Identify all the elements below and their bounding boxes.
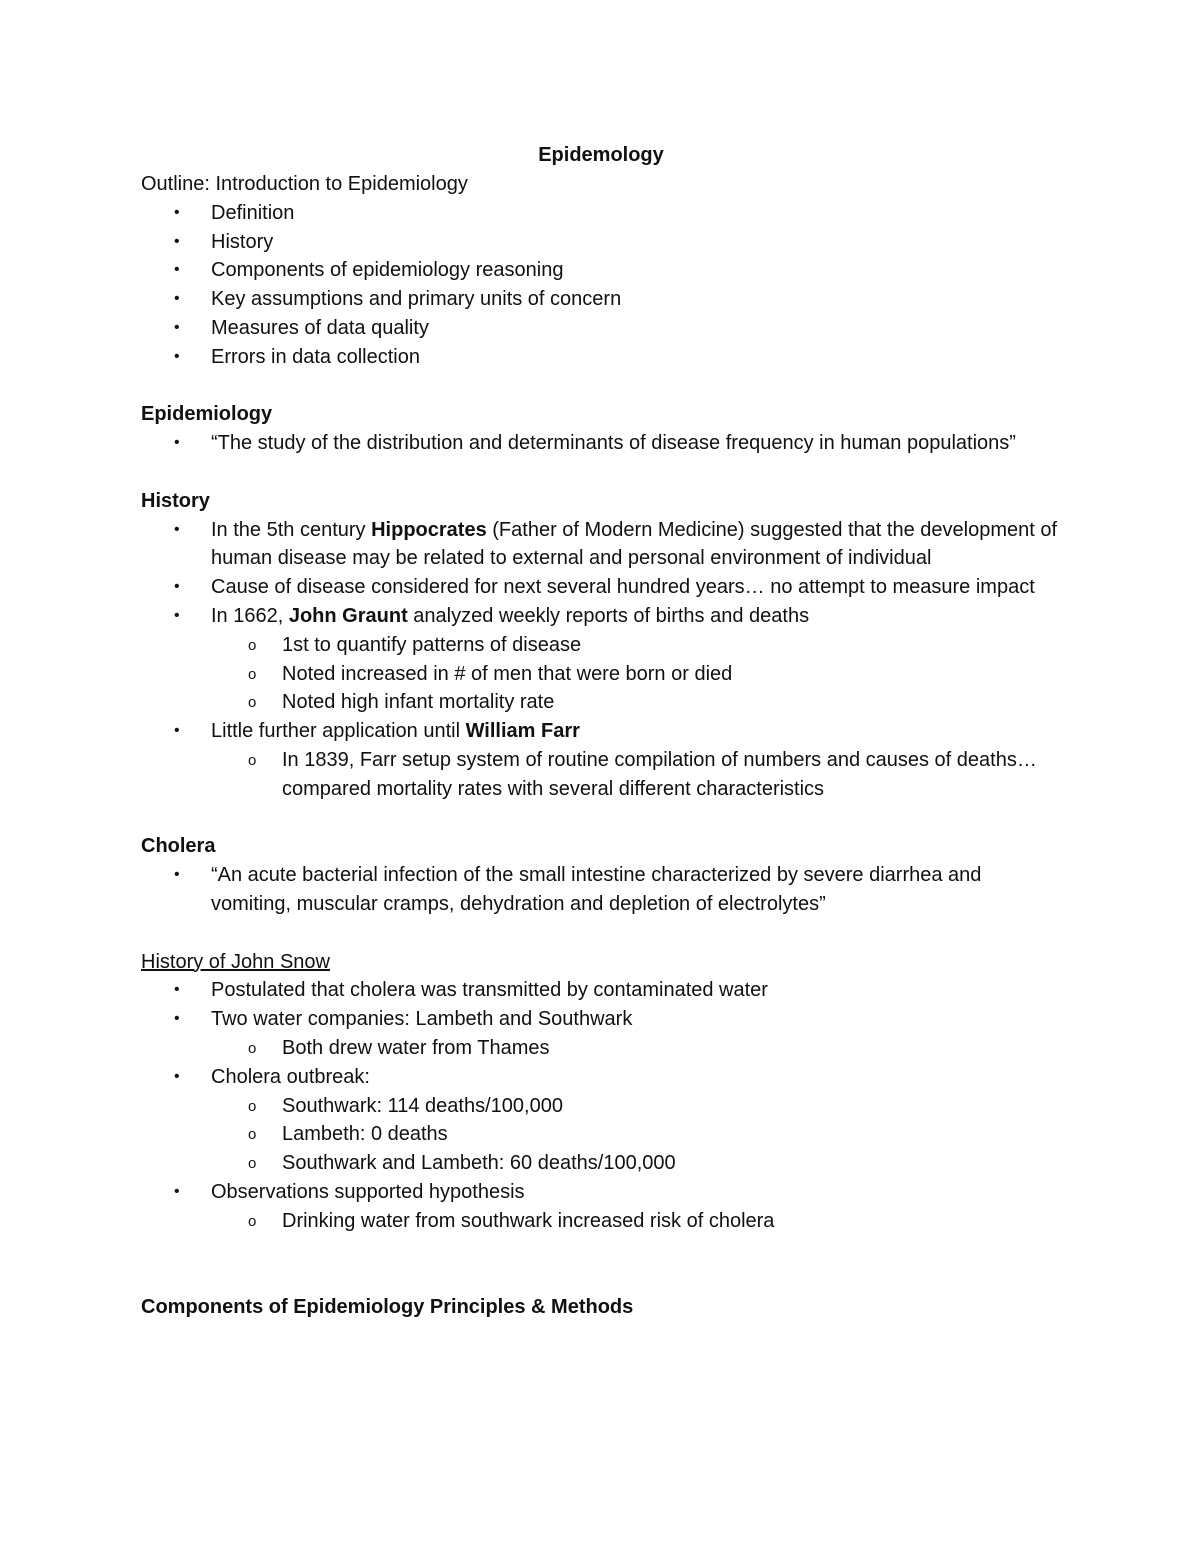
- farr-sublist: [211, 746, 1061, 804]
- list-item: [141, 256, 1061, 285]
- bullet-icon: •: [174, 203, 180, 221]
- list-item: [211, 631, 1061, 660]
- water-companies-sublist: [211, 1034, 1061, 1063]
- bullet-icon: •: [174, 1067, 180, 1085]
- list-item: [211, 1092, 1061, 1121]
- list-item: [141, 1178, 1061, 1236]
- sub-bullet-icon: o: [248, 1155, 257, 1173]
- outline-heading: Outline: Introduction to Epidemiology: [141, 173, 468, 195]
- history-heading: History: [141, 489, 210, 512]
- sub-item-text: Both drew water from Thames: [282, 1036, 550, 1059]
- outline-item-text: Key assumptions and primary units of concern: [211, 288, 622, 311]
- hippocrates-name: Hippocrates: [371, 518, 487, 541]
- bullet-icon: •: [174, 290, 180, 308]
- list-item: [141, 861, 1061, 919]
- history-item-text: Little further application until: [211, 720, 466, 743]
- cholera-heading: Cholera: [141, 835, 216, 858]
- snow-item-text: Observations supported hypothesis: [211, 1180, 525, 1203]
- sub-item-text: In 1839, Farr setup system of routine compilation of numbers and causes of deaths… compared mortality rates with several different characteristics: [282, 748, 1037, 800]
- history-list: [141, 516, 1061, 804]
- list-item: [141, 573, 1061, 602]
- bullet-icon: •: [174, 1010, 180, 1028]
- sub-item-text: Lambeth: 0 deaths: [282, 1123, 448, 1146]
- history-item-text: analyzed weekly reports of births and deaths: [407, 604, 810, 627]
- sub-bullet-icon: o: [248, 665, 257, 683]
- bullet-icon: •: [174, 606, 180, 624]
- outline-item-text: Errors in data collection: [211, 345, 420, 368]
- bullet-icon: •: [174, 261, 180, 279]
- history-item-text: (Father of Modern Medicine) suggested that the development of human disease may be related to external and personal environment of individual: [211, 518, 1058, 570]
- bullet-icon: •: [174, 1182, 180, 1200]
- graunt-sublist: [211, 631, 1061, 717]
- list-item: [211, 1034, 1061, 1063]
- sub-bullet-icon: o: [248, 1126, 257, 1144]
- bullet-icon: •: [174, 318, 180, 336]
- list-item: [141, 199, 1061, 228]
- document-body: [141, 141, 1061, 1322]
- paragraph-spacer: [141, 1235, 1061, 1293]
- list-item: [141, 285, 1061, 314]
- snow-item-text: Cholera outbreak:: [211, 1065, 370, 1088]
- sub-item-text: Southwark: 114 deaths/100,000: [282, 1094, 563, 1117]
- bullet-icon: •: [174, 722, 180, 740]
- sub-bullet-icon: o: [248, 694, 257, 712]
- list-item: [141, 1063, 1061, 1178]
- epidemiology-list: [141, 429, 1061, 458]
- list-item: [141, 1005, 1061, 1063]
- sub-bullet-icon: o: [248, 1097, 257, 1115]
- history-item-text: In the 5th century: [211, 518, 372, 541]
- document-title: Epidemology: [538, 144, 664, 166]
- outline-item-text: Measures of data quality: [211, 316, 429, 339]
- cholera-definition: “An acute bacterial infection of the small intestine characterized by severe diarrhea and vomiting, muscular cramps, dehydration and depletion of electrolytes”: [211, 864, 982, 915]
- outline-item-text: Definition: [211, 201, 295, 224]
- list-item: [211, 688, 1061, 717]
- list-item: [141, 516, 1061, 574]
- outline-item-text: Components of epidemiology reasoning: [211, 259, 564, 282]
- snow-item-text: Postulated that cholera was transmitted by contaminated water: [211, 979, 768, 1002]
- bullet-icon: •: [174, 578, 180, 596]
- sub-bullet-icon: o: [248, 751, 257, 769]
- john-graunt-name: John Graunt: [288, 604, 408, 627]
- paragraph-spacer: [141, 919, 1061, 948]
- outline-list: [141, 199, 1061, 372]
- history-item-text: Cause of disease considered for next several hundred years… no attempt to measure impact: [211, 576, 1035, 599]
- list-item: [211, 660, 1061, 689]
- list-item: [211, 1120, 1061, 1149]
- history-item-text: In 1662,: [211, 604, 289, 627]
- components-heading: Components of Epidemiology Principles & Methods: [141, 1296, 634, 1319]
- outbreak-sublist: [211, 1092, 1061, 1178]
- sub-item-text: Southwark and Lambeth: 60 deaths/100,000: [282, 1152, 676, 1175]
- paragraph-spacer: [141, 804, 1061, 833]
- bullet-icon: •: [174, 520, 180, 538]
- sub-bullet-icon: o: [248, 1039, 257, 1057]
- list-item: [141, 717, 1061, 803]
- list-item: [211, 1207, 1061, 1236]
- list-item: [141, 228, 1061, 257]
- john-snow-heading: History of John Snow: [141, 950, 330, 973]
- bullet-icon: •: [174, 981, 180, 999]
- list-item: [141, 429, 1061, 458]
- paragraph-spacer: [141, 372, 1061, 401]
- sub-item-text: Drinking water from southwark increased risk of cholera: [282, 1209, 775, 1232]
- william-farr-name: William Farr: [465, 720, 580, 743]
- bullet-icon: •: [174, 866, 180, 884]
- epidemiology-definition: “The study of the distribution and determinants of disease frequency in human populations”: [211, 432, 1016, 455]
- epidemiology-heading: Epidemiology: [141, 403, 273, 426]
- observations-sublist: [211, 1207, 1061, 1236]
- bullet-icon: •: [174, 232, 180, 250]
- list-item: [211, 1149, 1061, 1178]
- snow-list: [141, 976, 1061, 1235]
- sub-item-text: 1st to quantify patterns of disease: [282, 633, 582, 656]
- sub-bullet-icon: o: [248, 1212, 257, 1230]
- snow-item-text: Two water companies: Lambeth and Southwark: [211, 1008, 633, 1031]
- list-item: [141, 976, 1061, 1005]
- list-item: [211, 746, 1061, 804]
- cholera-list: [141, 861, 1061, 919]
- bullet-icon: •: [174, 347, 180, 365]
- list-item: [141, 343, 1061, 372]
- sub-bullet-icon: o: [248, 636, 257, 654]
- sub-item-text: Noted high infant mortality rate: [282, 691, 555, 714]
- bullet-icon: •: [174, 434, 180, 452]
- paragraph-spacer: [141, 458, 1061, 487]
- outline-item-text: History: [211, 230, 274, 253]
- list-item: [141, 314, 1061, 343]
- sub-item-text: Noted increased in # of men that were born or died: [282, 662, 733, 685]
- list-item: [141, 602, 1061, 717]
